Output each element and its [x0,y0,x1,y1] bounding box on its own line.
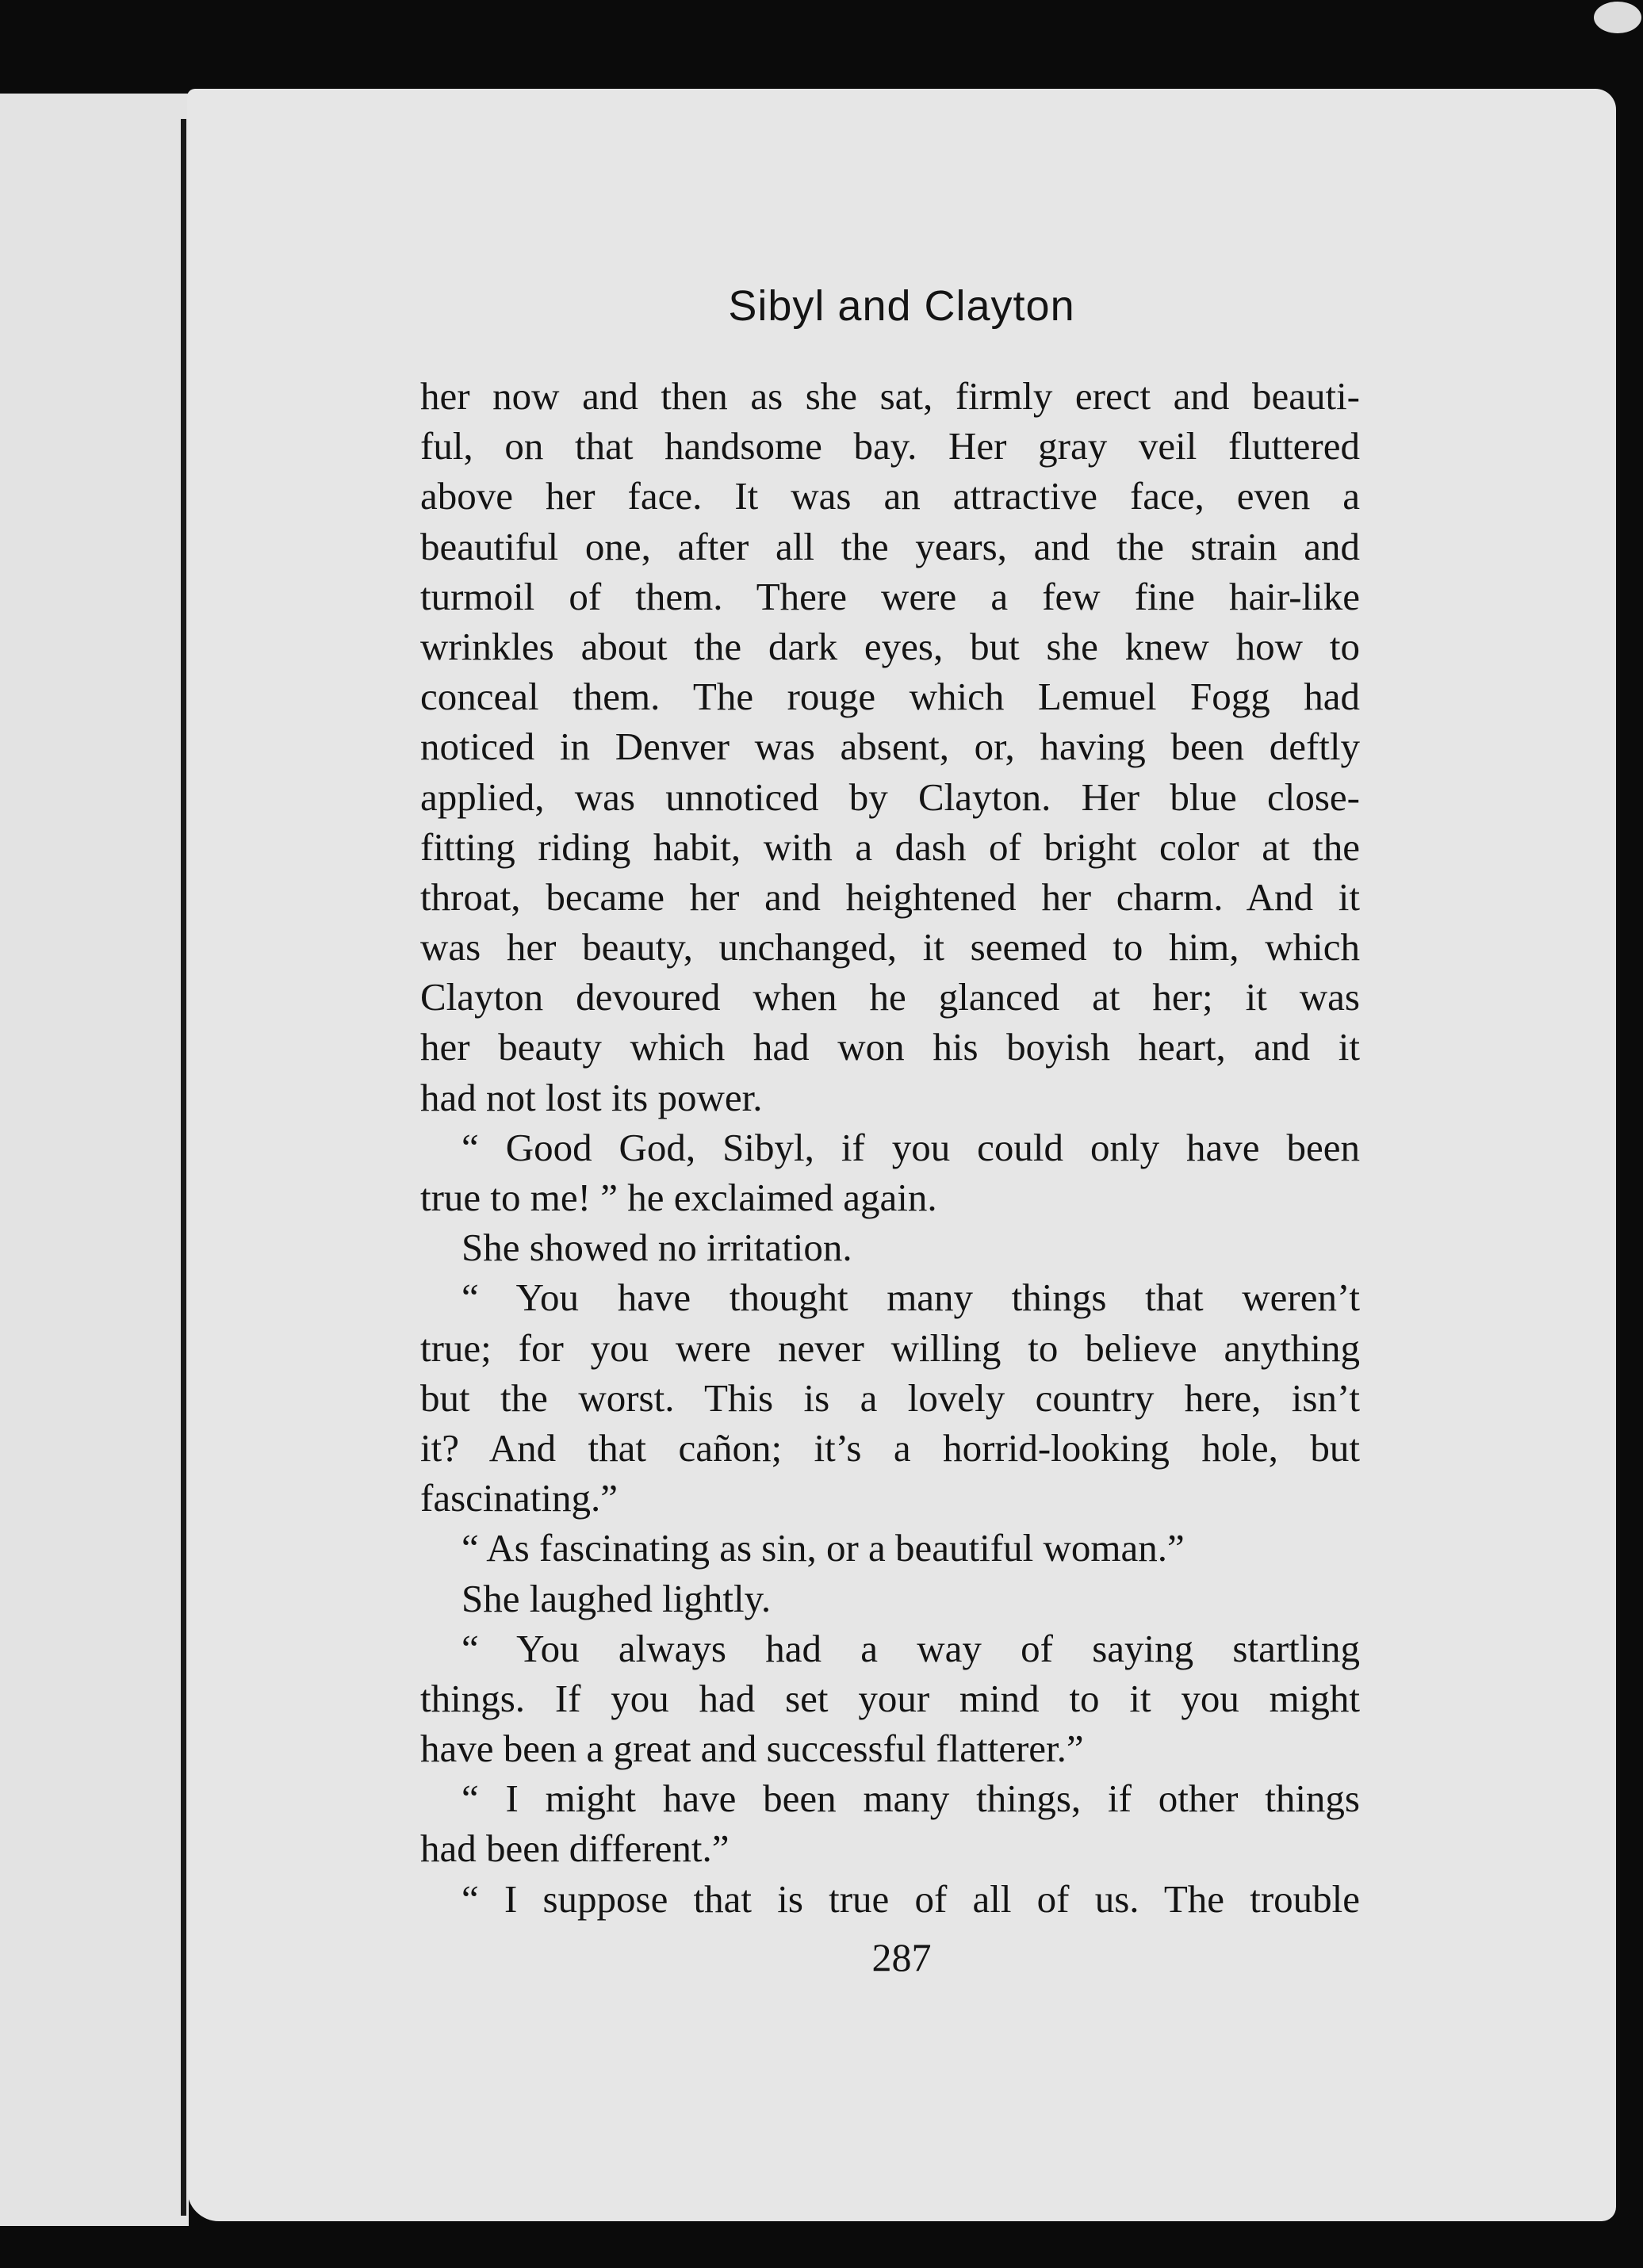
text-line: “ I might have been many things, if other things [461,1777,1360,1821]
text-line: applied, was unnoticed by Clayton. Her blue close- [420,774,1360,819]
text-line: true to me! ” he exclaimed again. [420,1176,937,1219]
text-line: things. If you had set your mind to it you might [420,1676,1360,1720]
text-line: conceal them. The rouge which Lemuel Fogg had [420,675,1360,719]
text-line: “ You always had a way of saying startling [461,1626,1360,1670]
book-gutter [181,119,186,2216]
text-line: noticed in Denver was absent, or, having been deftly [420,725,1360,769]
text-line: “ You have thought many things that weren’t [461,1276,1360,1320]
text-line: but the worst. This is a lovely country here, isn’t [420,1375,1360,1420]
running-head: Sibyl and Clayton [728,282,1075,330]
text-line: “ I suppose that is true of all of us. The trouble [461,1876,1360,1921]
body-text [420,371,1360,1924]
page-number: 287 [871,1935,932,1979]
text-line: beautiful one, after all the years, and the strain and [420,524,1360,568]
text-line: was her beauty, unchanged, it seemed to him, which [420,925,1360,970]
text-line: true; for you were never willing to believe anything [420,1325,1360,1370]
text-line: “ Good God, Sibyl, if you could only have been [461,1125,1360,1169]
text-line: her beauty which had won his boyish heart, and it [420,1025,1360,1069]
text-line: She showed no irritation. [461,1226,852,1270]
text-line: fascinating.” [420,1476,618,1520]
text-line: had been different.” [420,1826,730,1871]
text-line: above her face. It was an attractive face, even a [420,474,1360,518]
text-line: fitting riding habit, with a dash of bright color at the [420,824,1360,869]
text-line: had not lost its power. [420,1075,763,1119]
text-line: “ As fascinating as sin, or a beautiful woman.” [461,1526,1185,1570]
facing-page-edge [0,94,189,2226]
text-line: ful, on that handsome bay. Her gray veil fluttered [420,424,1360,469]
scan-speck [1594,2,1641,33]
text-line: She laughed lightly. [461,1576,772,1620]
text-line: turmoil of them. There were a few fine hair-like [420,574,1360,618]
text-line: throat, became her and heightened her charm. And it [420,874,1360,919]
text-line: her now and then as she sat, firmly erect and beauti- [420,374,1360,418]
text-line: wrinkles about the dark eyes, but she knew how to [420,624,1360,668]
text-line: it? And that cañon; it’s a horrid-looking hole, but [420,1425,1360,1470]
text-line: Clayton devoured when he glanced at her; it was [420,975,1360,1019]
text-line: have been a great and successful flatterer.” [420,1727,1084,1771]
